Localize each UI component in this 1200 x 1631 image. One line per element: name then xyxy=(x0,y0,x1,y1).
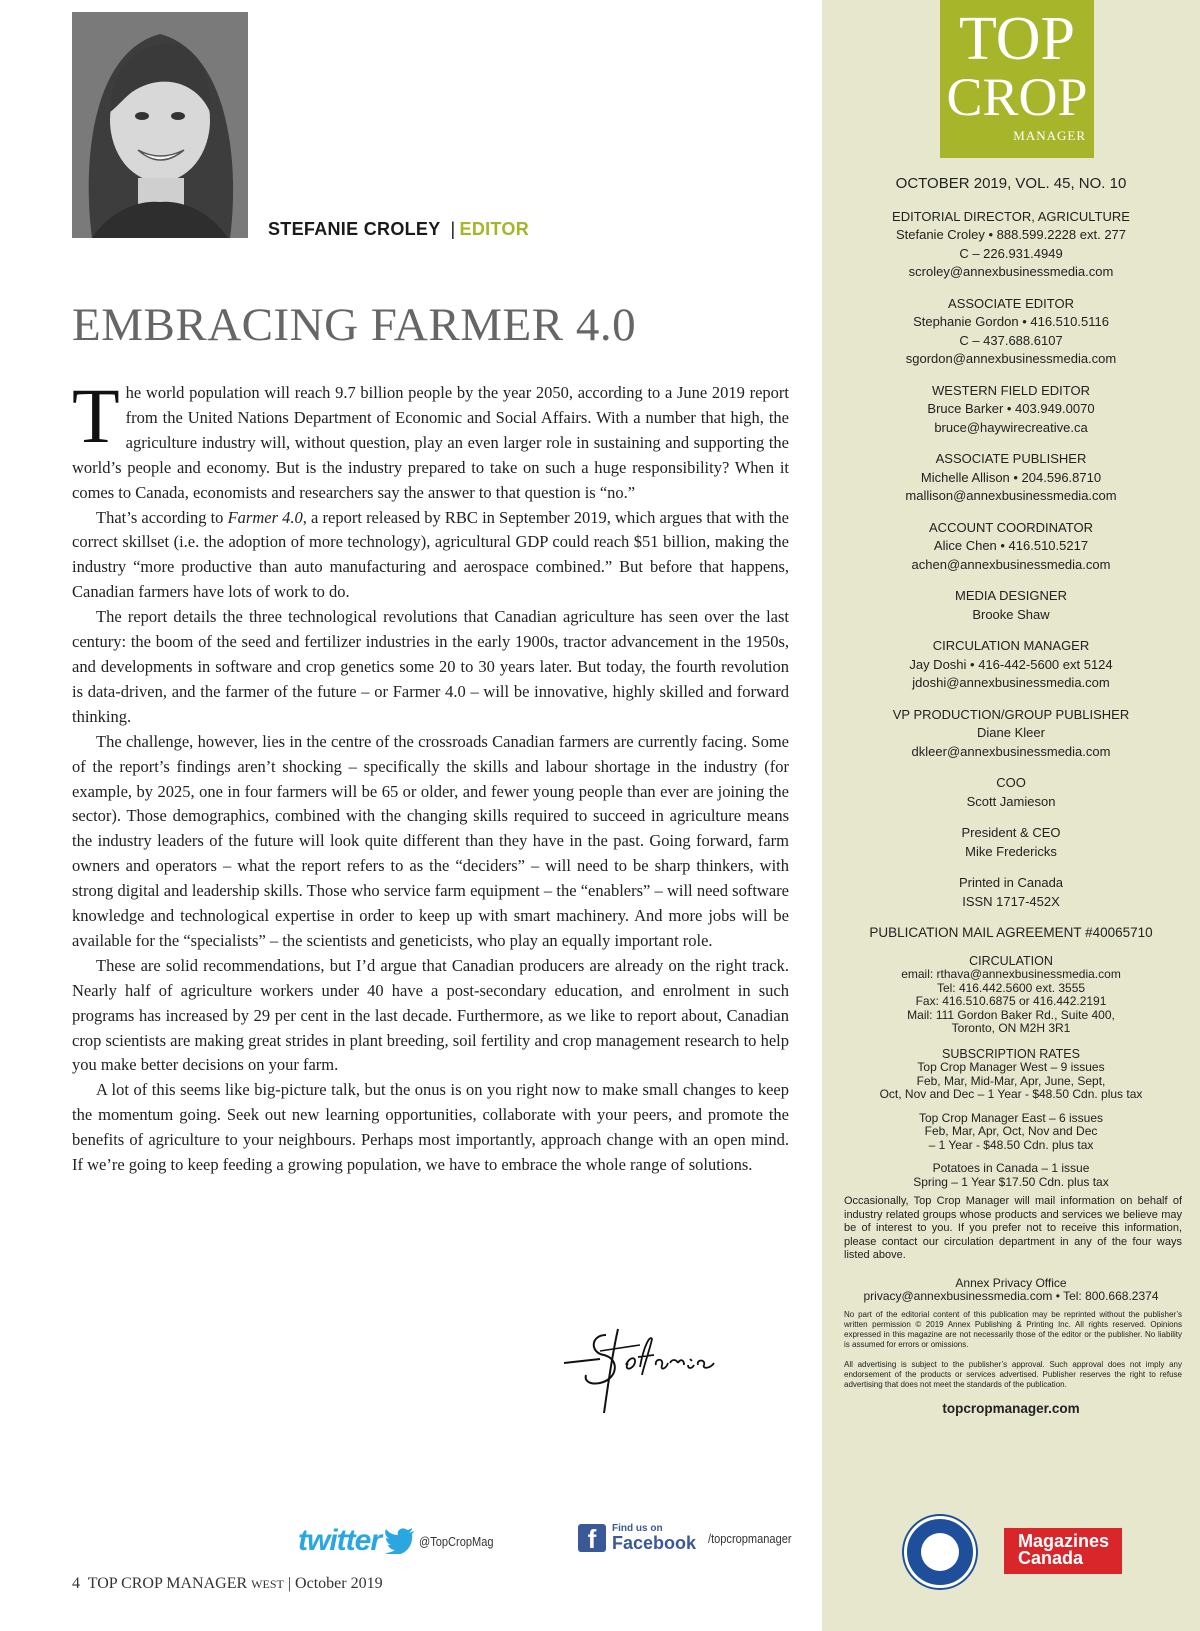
facebook-social[interactable] xyxy=(578,1524,806,1552)
privacy-office: Annex Privacy Office privacy@annexbusinessmedia.com • Tel: 800.668.2374 xyxy=(822,1277,1200,1304)
issue-info: OCTOBER 2019, VOL. 45, NO. 10 xyxy=(895,175,1127,192)
folio-edition: WEST xyxy=(251,1577,284,1591)
facebook-find-us: Find us on xyxy=(612,1523,663,1534)
staff-block xyxy=(822,824,1200,861)
staff-email[interactable]: achen@annexbusinessmedia.com xyxy=(911,556,1111,572)
twitter-handle[interactable]: @TopCropMag xyxy=(419,1533,494,1549)
staff-email[interactable]: scroley@annexbusinessmedia.com xyxy=(908,264,1114,279)
staff-block xyxy=(822,874,1200,911)
magazines-canada-logo: Magazines Canada xyxy=(1004,1528,1122,1574)
publication-mail-agreement: PUBLICATION MAIL AGREEMENT #40065710 xyxy=(869,925,1153,940)
folio-magazine: TOP CROP MANAGER xyxy=(87,1575,248,1592)
staff-title: WESTERN FIELD EDITOR xyxy=(932,382,1090,398)
staff-line: Jay Doshi • 416-442-5600 ext 5124 xyxy=(909,656,1113,672)
staff-email[interactable]: mallison@annexbusinessmedia.com xyxy=(905,488,1117,503)
staff-email[interactable]: jdoshi@annexbusinessmedia.com xyxy=(912,675,1110,690)
staff-line: Scott Jamieson xyxy=(966,793,1056,809)
subscription-rates: SUBSCRIPTION RATES Top Crop Manager West – 9 issues Feb, Mar, Mid-Mar, Apr, June, Sept, Oct, Nov and Dec – 1 Year - $48.50 Cdn. plus tax xyxy=(879,1046,1143,1101)
subscription-potatoes: Potatoes in Canada – 1 issue Spring – 1 Year $17.50 Cdn. plus tax xyxy=(913,1161,1109,1189)
staff-block xyxy=(822,208,1200,282)
website-link[interactable]: topcropmanager.com xyxy=(942,1400,1080,1416)
facebook-wordmark[interactable]: Facebook xyxy=(612,1533,697,1553)
staff-line: Stephanie Gordon • 416.510.5116 xyxy=(913,314,1109,329)
subscription-east: Top Crop Manager East – 6 issues Feb, Mar, Apr, Oct, Nov and Dec – 1 Year - $48.50 Cdn. plus tax xyxy=(918,1110,1104,1152)
masthead xyxy=(822,175,1200,1418)
staff-block xyxy=(822,519,1200,575)
staff-line: Diane Kleer xyxy=(977,725,1045,740)
staff-block xyxy=(822,706,1200,762)
staff-block xyxy=(822,450,1200,506)
report-title: Farmer 4.0 xyxy=(227,507,303,527)
staff-line: C – 437.688.6107 xyxy=(959,332,1063,348)
paragraph-2: That’s according to Farmer 4.0, a report released by RBC in September 2019, which argues that with the correct skillset (i.e. the adoption of more technology), agricultural GDP could reach $51 billion, making the industry “more productive than auto manufacturing and aerospace combined.” But before that happens, Canadian farmers have lots of work to do. xyxy=(72,507,789,602)
author-role: EDITOR xyxy=(459,219,529,239)
staff-title: ACCOUNT COORDINATOR xyxy=(929,519,1093,535)
twitter-social[interactable] xyxy=(298,1524,507,1558)
folio-date: October 2019 xyxy=(295,1575,383,1592)
staff-block xyxy=(822,637,1200,693)
page-folio xyxy=(72,1575,383,1593)
twitter-logo[interactable]: twitter xyxy=(298,1524,381,1557)
article-headline: EMBRACING FARMER 4.0 xyxy=(72,299,637,351)
editor-photo xyxy=(72,12,248,238)
staff-title: CIRCULATION MANAGER xyxy=(932,638,1090,653)
staff-email[interactable]: dkleer@annexbusinessmedia.com xyxy=(911,743,1111,759)
staff-title: EDITORIAL DIRECTOR, AGRICULTURE xyxy=(892,208,1130,224)
paragraph-1: The world population will reach 9.7 billion people by the year 2050, according to a June 2019 report from the United Nations Department of Economic and Social Affairs. With a number that high, the agriculture industry will, without question, play an even larger role in sustaining and supporting the world’s people and economy. But is the industry prepared to take on such a huge responsibility? When it comes to Canada, economists and researchers say the answer to that question is “no.” xyxy=(72,372,789,502)
author-name: STEFANIE CROLEY xyxy=(268,219,441,239)
staff-line: Michelle Allison • 204.596.8710 xyxy=(920,469,1102,485)
staff-line: Mike Fredericks xyxy=(965,843,1057,859)
staff-line: C – 226.931.4949 xyxy=(959,245,1063,261)
staff-block xyxy=(822,774,1200,811)
staff-title: MEDIA DESIGNER xyxy=(955,588,1067,603)
staff-line: Stefanie Croley • 888.599.2228 ext. 277 xyxy=(895,227,1127,242)
privacy-email[interactable]: privacy@annexbusinessmedia.com • Tel: 800.668.2374 xyxy=(863,1289,1159,1303)
byline-separator: | xyxy=(450,219,456,239)
staff-email[interactable]: bruce@haywirecreative.ca xyxy=(934,419,1088,435)
staff-block xyxy=(822,587,1200,624)
staff-title: President & CEO xyxy=(961,825,1061,840)
copyright-notice: No part of the editorial content of this publication may be reprinted without the publisher’s written permission © 2019 Annex Publishing & Printing Inc. All rights reserved. Opinions expressed in this magazine are not necessarily those of the editor or the publisher. No liability is assumed for errors or omissions. xyxy=(844,1309,1182,1349)
staff-title: ASSOCIATE PUBLISHER xyxy=(935,451,1087,466)
masthead-sidebar xyxy=(822,0,1200,1631)
staff-line: Alice Chen • 416.510.5217 xyxy=(933,538,1089,553)
staff-list xyxy=(822,208,1200,912)
circulation-block: CIRCULATION email: rthava@annexbusinessmedia.com Tel: 416.442.5600 ext. 3555 Fax: 416.510.6875 or 416.442.2191 Mail: 111 Gordon Baker Rd., Suite 400, Toronto, ON M2H 3R1 xyxy=(901,953,1121,1035)
cce-audit-seal-icon xyxy=(904,1516,976,1588)
twitter-bird-icon xyxy=(385,1528,415,1554)
paragraph-5: These are solid recommendations, but I’d argue that Canadian producers are already on the right track. Nearly half of agriculture workers under 40 have a post-secondary education, and enrolment in such programs has increased by 29 per cent in the last decade. Furthermore, as we like to report about, Canadian crop scientists are making great strides in plant breeding, soil fertility and crop management research to help you make better decisions on your farm. xyxy=(72,955,789,1075)
staff-title: COO xyxy=(996,775,1026,790)
staff-title: Printed in Canada xyxy=(958,875,1064,890)
facebook-handle[interactable]: /topcropmanager xyxy=(708,1530,792,1546)
page-number: 4 xyxy=(72,1575,80,1592)
staff-email[interactable]: sgordon@annexbusinessmedia.com xyxy=(905,351,1117,366)
staff-line: Bruce Barker • 403.949.0070 xyxy=(927,401,1095,416)
staff-title: ASSOCIATE EDITOR xyxy=(948,295,1074,311)
staff-line: Brooke Shaw xyxy=(972,606,1050,622)
privacy-note: Occasionally, Top Crop Manager will mail information on behalf of industry related groups whose products and services we believe may be of interest to you. If you prefer not to receive this information, please contact our circulation department in any of the four ways listed above. xyxy=(844,1195,1182,1261)
staff-block xyxy=(822,295,1200,369)
byline xyxy=(268,219,529,240)
staff-block xyxy=(822,382,1200,438)
advertising-notice: All advertising is subject to the publisher’s approval. Such approval does not imply any endorsement of the products or services advertised. Publisher reserves the right to refuse advertising that does not meet the standards of the publication. xyxy=(844,1359,1182,1389)
staff-line: ISSN 1717-452X xyxy=(962,893,1060,909)
paragraph-3: The report details the three technological revolutions that Canadian agriculture has seen over the last century: the boom of the seed and fertilizer industries in the early 1900s, tractor advancement in the 1950s, and developments in software and crop genetics some 20 to 30 years later. But today, the fourth revolution is data-driven, and the farmer of the future – or Farmer 4.0 – will be innovative, highly skilled and forward thinking. xyxy=(72,607,789,726)
staff-title: VP PRODUCTION/GROUP PUBLISHER xyxy=(892,706,1130,722)
paragraph-6: A lot of this seems like big-picture talk, but the onus is on you right now to make small changes to keep the momentum going. Seek out new learning opportunities, collaborate with your peers, and promote the benefits of agriculture to your neighbours. Perhaps most importantly, approach change with an open mind. If we’re going to keep feeding a growing population, we have to embrace the whole range of solutions. xyxy=(72,1080,789,1175)
drop-cap: T xyxy=(72,372,120,459)
facebook-icon: f xyxy=(578,1524,606,1552)
paragraph-4: The challenge, however, lies in the centre of the crossroads Canadian farmers are currently facing. Some of the report’s findings aren’t shocking – specifically the skills and labour shortage in the industry (for example, by 2025, one in four farmers will be 65 or older, and fewer young people than ever are joining the sector). Those demographics, combined with the changing skills required to succeed in agriculture means the industry leaders of the future will look quite different than they have in the past. Going forward, farm owners and operators – what the report refers to as the “deciders” – will need to be sharp thinkers, with strong digital and leadership skills. Those who service farm equipment – the “enablers” – will need software knowledge and technological expertise in order to keep up with smart machinery. And more jobs will be available for the “specialists” – the scientists and geneticists, who play an equally important role. xyxy=(72,731,789,950)
top-crop-manager-logo: TOP CROP MANAGER xyxy=(940,0,1094,158)
article-body xyxy=(72,372,789,1178)
editor-signature xyxy=(560,1325,740,1415)
folio-separator: | xyxy=(287,1575,292,1592)
